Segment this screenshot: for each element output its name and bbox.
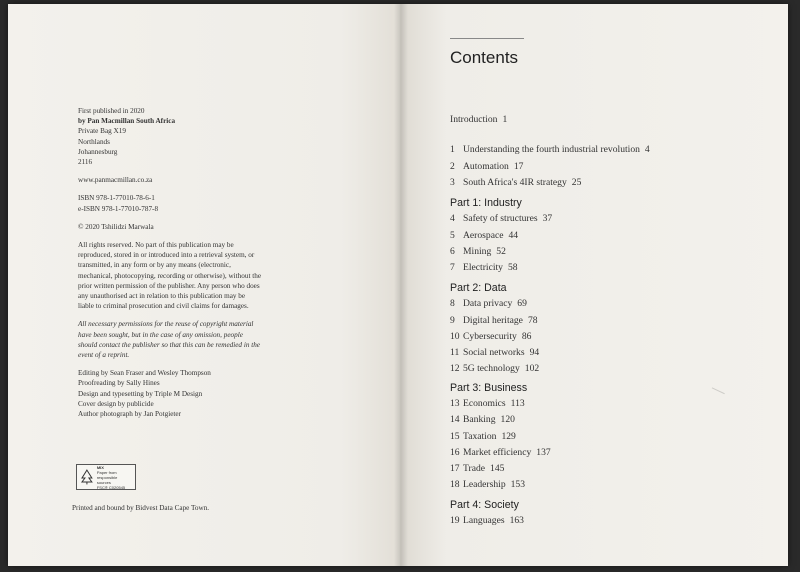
toc-chapter-title: Cybersecurity xyxy=(463,331,517,342)
toc-chapter-number: 11 xyxy=(450,347,460,358)
toc-chapter-number: 14 xyxy=(450,414,460,425)
credit-line: Cover design by publicide xyxy=(78,399,154,408)
publisher-line: First published in 2020 xyxy=(78,107,145,115)
toc-entry xyxy=(450,114,507,125)
toc-chapter-title: 5G technology xyxy=(463,363,520,374)
toc-page-number: 102 xyxy=(524,363,540,374)
toc-chapter-number: 6 xyxy=(450,246,455,257)
toc-entry xyxy=(450,479,525,490)
toc-entry xyxy=(450,161,523,172)
toc-page-number: 52 xyxy=(496,246,506,257)
toc-page-number: 1 xyxy=(502,114,508,125)
fsc-line2: responsible sources xyxy=(96,474,118,485)
toc-chapter-number: 12 xyxy=(450,363,460,374)
toc-chapter-title: Aerospace xyxy=(463,230,504,241)
toc-page-number: 37 xyxy=(542,213,553,224)
toc-part-heading: Part 4: Society xyxy=(450,499,519,511)
credit-line: Author photograph by Jan Potgieter xyxy=(78,410,182,419)
toc-page-number: 163 xyxy=(509,515,524,526)
toc-chapter-number: 7 xyxy=(450,262,455,273)
fsc-tree-icon xyxy=(80,469,94,485)
credit-line: Editing by Sean Fraser and Wesley Thompson xyxy=(78,369,211,378)
toc-chapter-title: Automation xyxy=(463,161,509,172)
toc-chapter-number: 3 xyxy=(450,177,455,188)
toc-chapter-number: 2 xyxy=(450,161,455,172)
contents-heading: Contents xyxy=(450,48,519,67)
toc-part-heading: Part 3: Business xyxy=(450,382,528,394)
permissions-note: All necessary permissions for the reuse of copyright material have been sought, but in the case of any omission, people should contact the publisher so that this can be remedied in the event of a reprint. xyxy=(78,320,260,360)
fsc-logo xyxy=(76,464,136,490)
fsc-text xyxy=(97,465,132,490)
toc-chapter-title: Data privacy xyxy=(463,298,513,309)
heading-rule xyxy=(450,38,524,39)
toc-entry xyxy=(450,515,524,526)
toc-entry xyxy=(450,298,527,309)
toc-chapter-title: Safety of structures xyxy=(463,213,538,224)
toc-chapter-title: Electricity xyxy=(463,262,503,273)
credit-line: Proofreading by Sally Hines xyxy=(78,379,160,388)
toc-chapter-number: 19 xyxy=(450,515,460,526)
toc-part-heading: Part 1: Industry xyxy=(450,197,522,209)
toc-entry xyxy=(450,230,518,241)
book-spread xyxy=(8,4,788,566)
printer-credit: Printed and bound by Bidvest Data Cape Town. xyxy=(72,504,210,512)
toc-chapter-title: Leadership xyxy=(463,479,506,490)
toc-chapter-title: Economics xyxy=(463,398,506,409)
toc-chapter-number: 15 xyxy=(450,431,460,442)
toc-page-number: 17 xyxy=(513,161,524,172)
toc-chapter-title: Trade xyxy=(463,463,486,474)
toc-entry xyxy=(450,331,531,342)
fsc-code: FSC® C020545 xyxy=(96,484,126,490)
toc-entry xyxy=(450,398,525,409)
isbn-print: ISBN 978-1-77010-78-6-1 xyxy=(78,194,155,203)
toc-page-number: 120 xyxy=(500,414,515,425)
toc-page-number: 25 xyxy=(571,177,582,188)
toc-chapter-number: 9 xyxy=(450,315,455,326)
book-gutter xyxy=(394,4,408,566)
toc-entry xyxy=(450,144,650,155)
toc-page-number: 94 xyxy=(529,347,540,358)
toc-chapter-title: Understanding the fourth industrial revolution xyxy=(463,144,640,155)
toc-chapter-number: 1 xyxy=(450,144,455,155)
imprint-page xyxy=(8,4,400,566)
page-blemish xyxy=(709,387,725,399)
toc-page-number: 78 xyxy=(527,315,538,326)
toc-page-number: 153 xyxy=(510,479,526,490)
toc-chapter-number: 13 xyxy=(450,398,460,409)
toc-chapter-number: 10 xyxy=(450,331,460,342)
toc-chapter-title: Digital heritage xyxy=(463,315,523,326)
toc-chapter-number: 8 xyxy=(450,298,455,309)
toc-entry xyxy=(450,246,506,257)
toc-part-heading: Part 2: Data xyxy=(450,282,507,294)
toc-page-number: 145 xyxy=(490,463,505,474)
toc-page-number: 113 xyxy=(510,398,525,409)
rights-notice: All rights reserved. No part of this publication may be reproduced, stored in or introduced into a retrieval system, or transmitted, in any form or by any means (electronic, mechanical, photocopying, recording or otherwise), without the prior written permission of the publisher. Any person who does any unauthorised act in relation to this publication may be liable to criminal prosecution and civil claims for damages. xyxy=(78,241,262,311)
toc-chapter-title: South Africa's 4IR strategy xyxy=(463,177,567,188)
publisher-line: by Pan Macmillan South Africa xyxy=(78,117,176,126)
toc-page-number: 137 xyxy=(536,447,551,458)
toc-chapter-title: Languages xyxy=(463,515,505,526)
toc-entry xyxy=(450,347,539,358)
toc-chapter-title: Mining xyxy=(463,246,492,257)
fsc-line1: Paper from xyxy=(96,469,117,475)
toc-entry xyxy=(450,463,504,474)
publisher-website: www.panmacmillan.co.za xyxy=(78,176,153,185)
toc-page-number: 69 xyxy=(517,298,527,309)
imprint-block xyxy=(78,106,278,419)
publisher-line: 2116 xyxy=(78,158,93,167)
toc-entry xyxy=(450,262,518,273)
toc-chapter-title: Market efficiency xyxy=(463,447,532,458)
toc-chapter-number: 4 xyxy=(450,213,455,224)
isbn-ebook: e-ISBN 978-1-77010-787-8 xyxy=(78,204,159,213)
toc-chapter-number: 18 xyxy=(450,479,460,490)
toc-page-number: 58 xyxy=(507,262,518,273)
toc-chapter-number: 16 xyxy=(450,447,460,458)
toc-entry xyxy=(450,447,551,458)
toc-page-number: 44 xyxy=(508,230,519,241)
toc-entry xyxy=(450,213,552,224)
toc-chapter-number: 17 xyxy=(450,463,460,474)
fsc-mix: MIX xyxy=(96,464,104,470)
toc-entry xyxy=(450,414,515,425)
publisher-line: Northlands xyxy=(78,137,110,146)
toc-page-number: 129 xyxy=(501,431,516,442)
toc-entry xyxy=(450,315,538,326)
publisher-line: Private Bag X19 xyxy=(78,127,126,136)
toc-chapter-number: 5 xyxy=(450,230,455,241)
credit-line: Design and typesetting by Triple M Design xyxy=(78,389,203,398)
copyright-line: © 2020 Tshilidzi Marwala xyxy=(78,222,154,231)
toc-entry xyxy=(450,363,539,374)
toc-chapter-title: Social networks xyxy=(463,347,525,358)
toc-chapter-title: Banking xyxy=(463,414,496,425)
contents-page xyxy=(400,4,788,566)
toc-chapter-title: Introduction xyxy=(450,114,498,125)
toc-page-number: 4 xyxy=(644,144,650,155)
toc-entry xyxy=(450,177,581,188)
publisher-line: Johannesburg xyxy=(78,147,118,156)
toc-page-number: 86 xyxy=(521,331,532,342)
toc-chapter-title: Taxation xyxy=(463,431,497,442)
toc-entry xyxy=(450,431,516,442)
